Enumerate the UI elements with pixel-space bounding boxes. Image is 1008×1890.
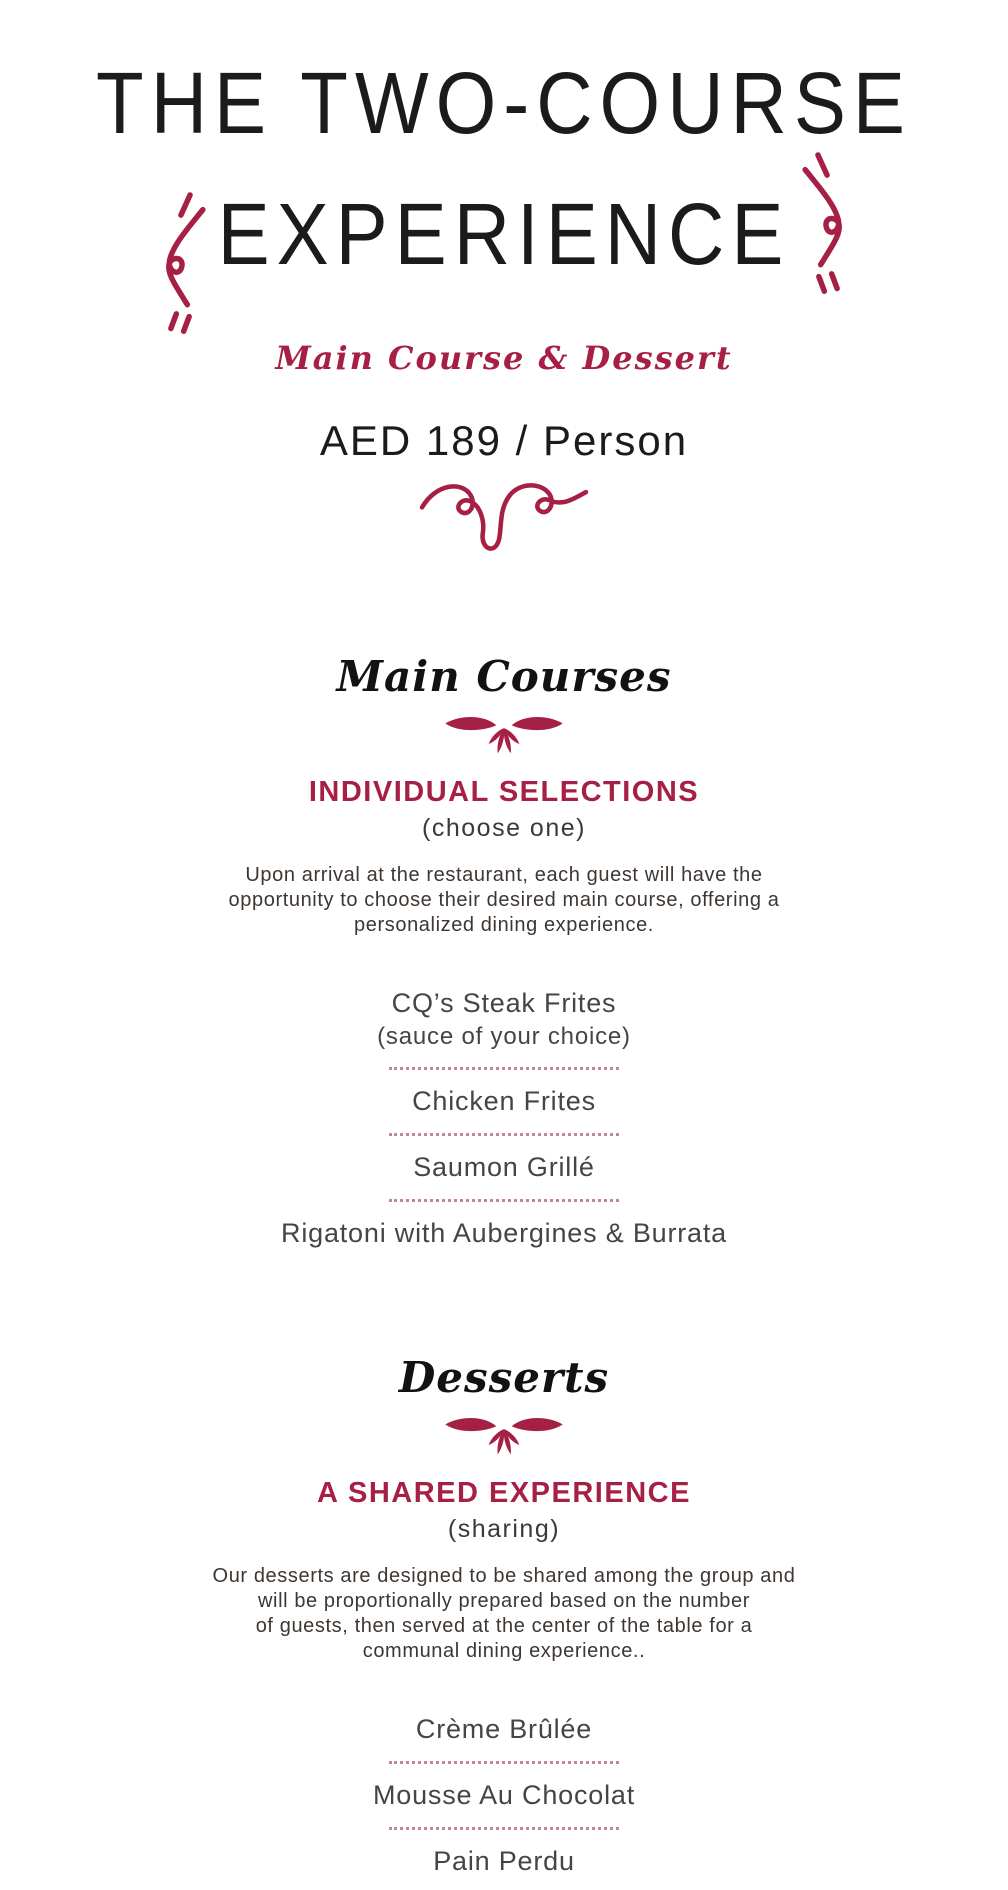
main-course-items: [74, 988, 934, 1249]
loop-swirl-icon: [74, 475, 934, 566]
menu-item: [74, 1714, 934, 1745]
section-subheading: INDIVIDUAL SELECTIONS: [308, 775, 700, 808]
dotted-divider: [389, 1133, 619, 1136]
menu-item-detail: (sauce of your choice): [377, 1022, 631, 1050]
dessert-items: [74, 1714, 934, 1877]
section-heading: Main Courses: [336, 651, 672, 701]
menu-item-name: Rigatoni with Aubergines & Burrata: [281, 1218, 727, 1249]
menu-item-name: CQ’s Steak Frites: [391, 987, 617, 1018]
dotted-divider: [389, 1199, 619, 1202]
page-title-line1: THE TWO-COURSE: [96, 53, 912, 153]
section-note: (choose one): [422, 813, 586, 842]
petal-burst-icon: [74, 1408, 934, 1463]
menu-item-name: Pain Perdu: [433, 1846, 575, 1877]
description-line: of guests, then served at the center of the table for a: [255, 1615, 753, 1638]
description-line: Upon arrival at the restaurant, each guest will have the: [245, 863, 763, 886]
menu-item-name: Crème Brûlée: [415, 1714, 593, 1745]
description-line: communal dining experience..: [362, 1640, 646, 1663]
dotted-divider: [389, 1067, 619, 1070]
section-subheading: A SHARED EXPERIENCE: [317, 1477, 691, 1510]
section-note: (sharing): [447, 1515, 561, 1544]
description-line: opportunity to choose their desired main course, offering a: [228, 888, 780, 911]
menu-item: [74, 1780, 934, 1811]
sprig-icon: [796, 144, 860, 299]
menu-item: [74, 1846, 934, 1877]
section-desserts: [74, 1353, 934, 1877]
section-main-courses: [74, 652, 934, 1249]
description-line: Our desserts are designed to be shared among the group and: [212, 1565, 796, 1588]
section-description: [74, 863, 934, 938]
menu-item: [74, 988, 934, 1051]
dotted-divider: [389, 1761, 619, 1764]
menu-item: [74, 1152, 934, 1183]
price-per-person: AED 189 / Person: [319, 416, 689, 464]
menu-item-name: Chicken Frites: [412, 1085, 596, 1116]
menu-item-name: Saumon Grillé: [413, 1151, 595, 1182]
menu-header: [74, 53, 934, 566]
menu-page: [74, 0, 934, 1877]
menu-item: [74, 1218, 934, 1249]
menu-item-name: Mousse Au Chocolat: [372, 1780, 636, 1811]
page-title-row: [74, 158, 934, 313]
page-title-line2: EXPERIENCE: [217, 185, 791, 284]
section-heading: Desserts: [398, 1353, 610, 1403]
dotted-divider: [389, 1827, 619, 1830]
description-line: will be proportionally prepared based on the number: [258, 1590, 750, 1613]
petal-burst-icon: [74, 707, 934, 762]
description-line: personalized dining experience.: [354, 913, 654, 936]
section-description: [74, 1564, 934, 1664]
menu-item: [74, 1086, 934, 1117]
sprig-icon: [148, 184, 212, 339]
menu-subtitle: Main Course & Dessert: [275, 338, 733, 377]
